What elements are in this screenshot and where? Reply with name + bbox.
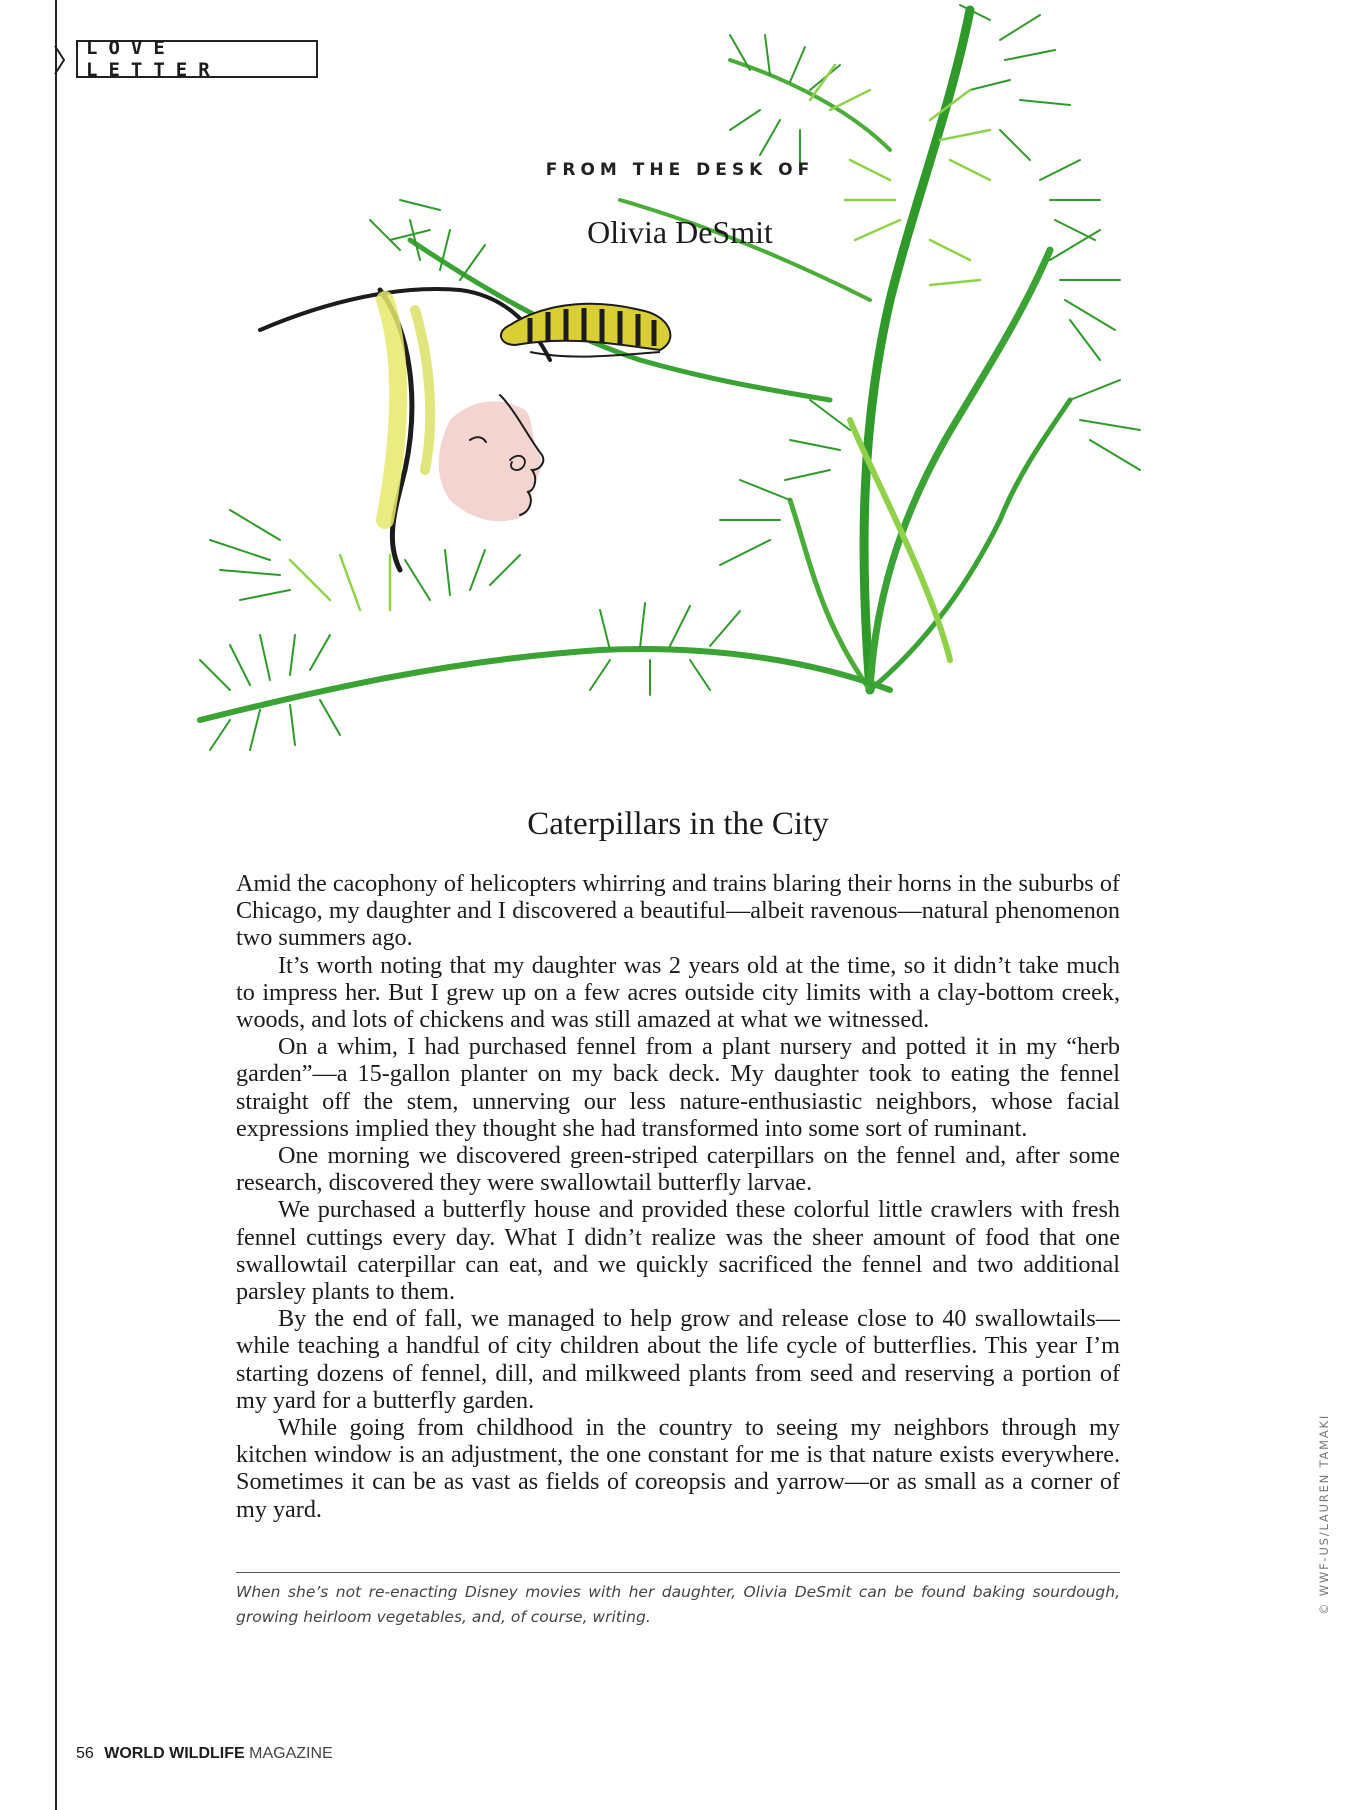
paragraph: We purchased a butterfly house and provided these colorful little crawlers with fresh fennel cuttings every day. What I didn’t realize was the sheer amount of food that one swallowtail caterpillar can eat, and we quickly sacrificed the fennel and two additional parsley plants to them.: [236, 1196, 1120, 1306]
photo-credit: © WWF-US/LAUREN TAMAKI: [1317, 1413, 1331, 1615]
desk-label: FROM THE DESK OF: [545, 160, 815, 180]
paragraph: While going from childhood in the country to seeing my neighbors through my kitchen window is an adjustment, the one constant for me is that nature exists everywhere. Sometimes it can be as vast as fields of coreopsis and yarrow—or as small as a corner of my yard.: [236, 1414, 1120, 1523]
page-footer: [76, 1745, 333, 1763]
magazine-label: MAGAZINE: [249, 1745, 333, 1762]
page-number: 56: [76, 1745, 94, 1762]
article-body: [236, 870, 1120, 1523]
paragraph: By the end of fall, we managed to help grow and release close to 40 swallowtails—while teaching a handful of city children about the life cycle of butterflies. This year I’m starting dozens of fennel, dill, and milkweed plants from seed and reserving a portion of my yard for a butterfly garden.: [236, 1305, 1120, 1414]
page-edge-rule: [55, 0, 57, 1810]
bio-divider: [236, 1572, 1120, 1573]
paragraph: On a whim, I had purchased fennel from a plant nursery and potted it in my “herb garden”—a 15-gallon planter on my back deck. My daughter took to eating the fennel straight off the stem, unnerving our less nature-enthusiastic neighbors, whose facial expressions implied they thought she had transformed into some sort of ruminant.: [236, 1033, 1120, 1142]
paragraph: One morning we discovered green-striped caterpillars on the fennel and, after some research, discovered they were swallowtail butterfly larvae.: [236, 1142, 1120, 1197]
author-name: Olivia DeSmit: [587, 214, 773, 250]
paragraph: Amid the cacophony of helicopters whirring and trains blaring their horns in the suburbs of Chicago, my daughter and I discovered a beautiful—albeit ravenous—natural phenomenon two summers ago.: [236, 870, 1120, 952]
author-bio: When she’s not re-enacting Disney movies with her daughter, Olivia DeSmit can be found baking sourdough, growing heirloom vegetables, and, of course, writing.: [236, 1583, 1120, 1626]
fennel-child-caterpillar-illustration: [170, 0, 1200, 810]
paragraph: It’s worth noting that my daughter was 2 years old at the time, so it didn’t take much to impress her. But I grew up on a few acres outside city limits with a clay-bottom creek, woods, and lots of chickens and was still amazed at what we witnessed.: [236, 951, 1120, 1034]
article-title: Caterpillars in the City: [527, 806, 829, 842]
section-label: LOVE LETTER: [76, 40, 318, 78]
tab-notch: [52, 46, 66, 74]
magazine-brand: WORLD WILDLIFE: [104, 1745, 245, 1762]
